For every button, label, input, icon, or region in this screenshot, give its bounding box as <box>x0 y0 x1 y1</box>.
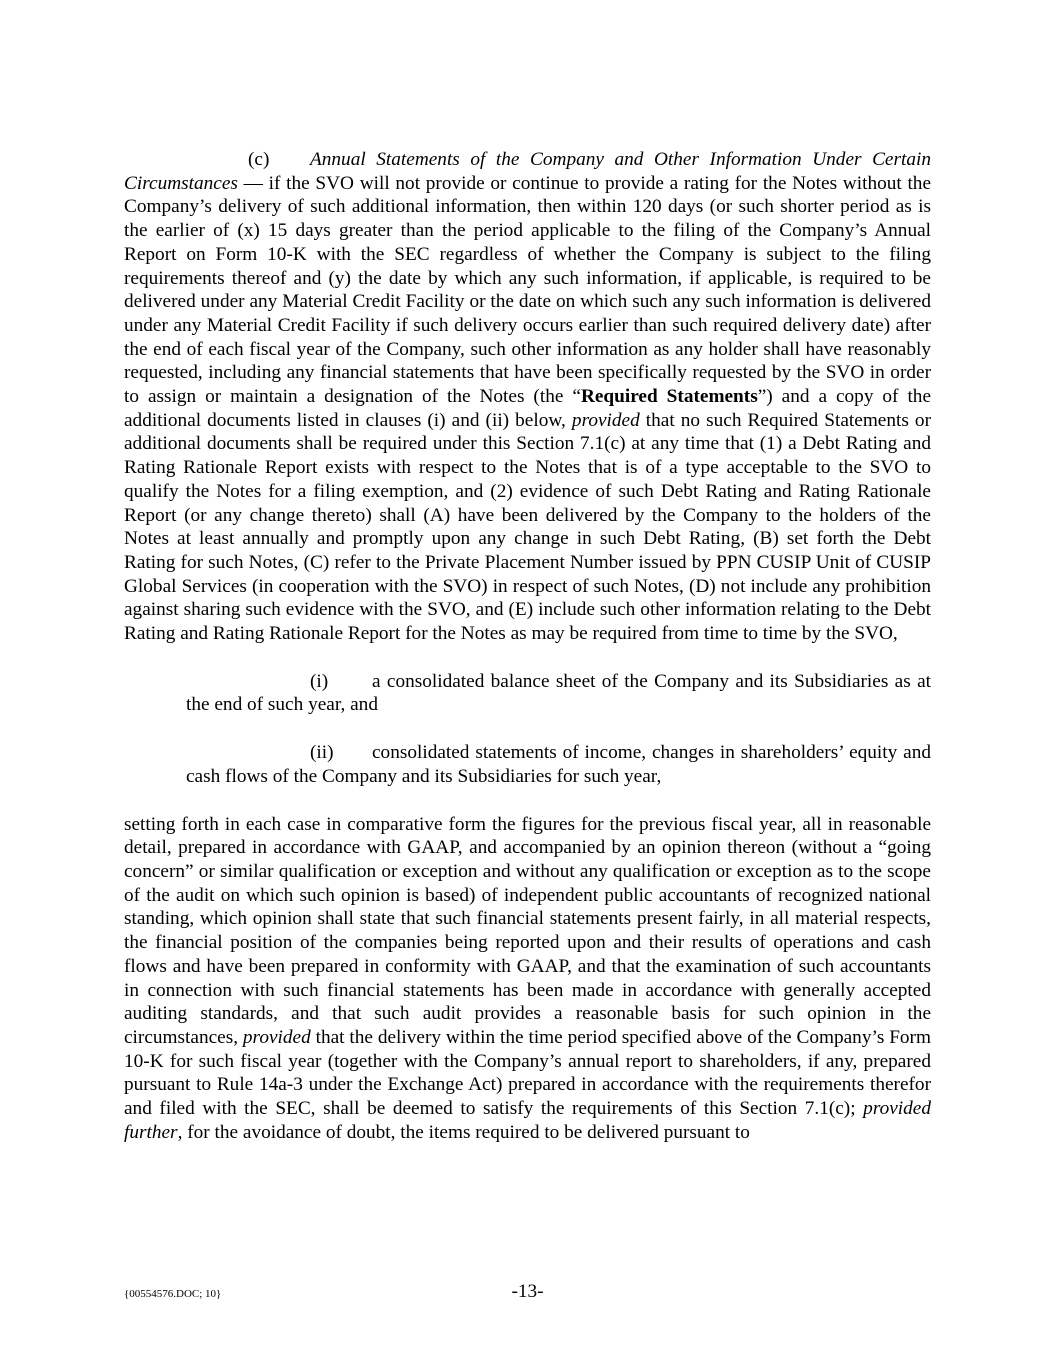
section-heading: Annual Statements of the Company and Other Information Under Certain Circumstances <box>124 149 931 194</box>
defined-term: Required Statements <box>580 386 758 408</box>
section-marker: (c) <box>248 149 270 170</box>
continuation-text-2: that the delivery within the time period specified above of the Company’s Form 10-K for such fiscal year (together with the Company’s annual report to shareholders, if any, prepared pursuant to Rule 14a-3 under the Exchange Act) prepared in accordance with the requirements therefor and filed with the SEC, shall be deemed to satisfy the requirements of this Section 7.1(c); <box>124 1026 931 1120</box>
clause-ii-marker: (ii) <box>310 742 334 764</box>
section-7-1-c-paragraph <box>124 148 931 646</box>
document-body <box>124 148 931 1144</box>
section-text-1: — if the SVO will not provide or continue to provide a rating for the Notes without the Company’s delivery of such additional information, then within 120 days (or such shorter period as is the earlier of (x) 15 days greater than the period applicable to the filing of the Company’s Annual Report on Form 10-K with the SEC regardless of whether the Company is subject to the filing requirements thereof and (y) the date by which any such information, if applicable, is required to be delivered under any Material Credit Facility or the date on which such any such information is delivered under any Material Credit Facility if such delivery occurs earlier than such required delivery date) after the end of each fiscal year of the Company, such other information as any holder shall have reasonably requested, including any financial statements that have been specifically requested by the SVO in order to assign or maintain a designation of the Notes (the “ <box>124 172 931 408</box>
continuation-paragraph <box>124 813 931 1145</box>
clause-i-text: a consolidated balance sheet of the Company and its Subsidiaries as at the end of such year, and <box>186 670 931 716</box>
clause-ii-text: consolidated statements of income, changes in shareholders’ equity and cash flows of the Company and its Subsidiaries for such year, <box>186 742 931 787</box>
section-text-2: ”) and a copy of the additional documents listed in clauses (i) and (ii) below, <box>124 386 931 431</box>
section-text-3: that no such Required Statements or additional documents shall be required under this Section 7.1(c) at any time that (1) a Debt Rating and Rating Rationale Report exists with respect to the Notes that is of a type acceptable to the SVO to qualify the Notes for a filing exemption, and (2) evidence of such Debt Rating and Rating Rationale Report (or any change thereto) shall (A) have been delivered by the Company to the holders of the Notes at least annually and promptly upon any change in such Debt Rating, (B) set forth the Debt Rating for such Notes, (C) refer to the Private Placement Number issued by PPN CUSIP Unit of CUSIP Global Services (in cooperation with the SVO) in respect of such Notes, (D) not include any prohibition against sharing such evidence with the SVO, and (E) include such other information relating to the Debt Rating and Rating Rationale Report for the Notes as may be required from time to time by the SVO, <box>124 409 931 645</box>
continuation-provided: provided <box>242 1026 311 1048</box>
clause-i-marker: (i) <box>310 670 329 692</box>
continuation-text-1: setting forth in each case in comparative form the figures for the previous fiscal year, all in reasonable detail, prepared in accordance with GAAP, and accompanied by an opinion thereon (without a “going concern” or similar qualification or exception and without any qualification or exception as to the scope of the audit on which such opinion is based) of independent public accountants of recognized national standing, which opinion shall state that such financial statements present fairly, in all material respects, the financial position of the companies being reported upon and their results of operations and cash flows and have been prepared in conformity with GAAP, and that the examination of such accountants in connection with such financial statements has been made in accordance with generally accepted auditing standards, and that such audit provides a reasonable basis for such opinion in the circumstances, <box>124 813 931 1048</box>
clause-ii <box>124 741 931 788</box>
provided-term: provided <box>571 409 640 431</box>
clause-i <box>124 670 931 717</box>
continuation-provided-further: provided further <box>124 1098 931 1143</box>
page-number: -13- <box>511 1281 544 1302</box>
footer-document-id: {00554576.DOC; 10} <box>124 1288 222 1300</box>
continuation-text-3: , for the avoidance of doubt, the items required to be delivered pursuant to <box>177 1121 750 1143</box>
